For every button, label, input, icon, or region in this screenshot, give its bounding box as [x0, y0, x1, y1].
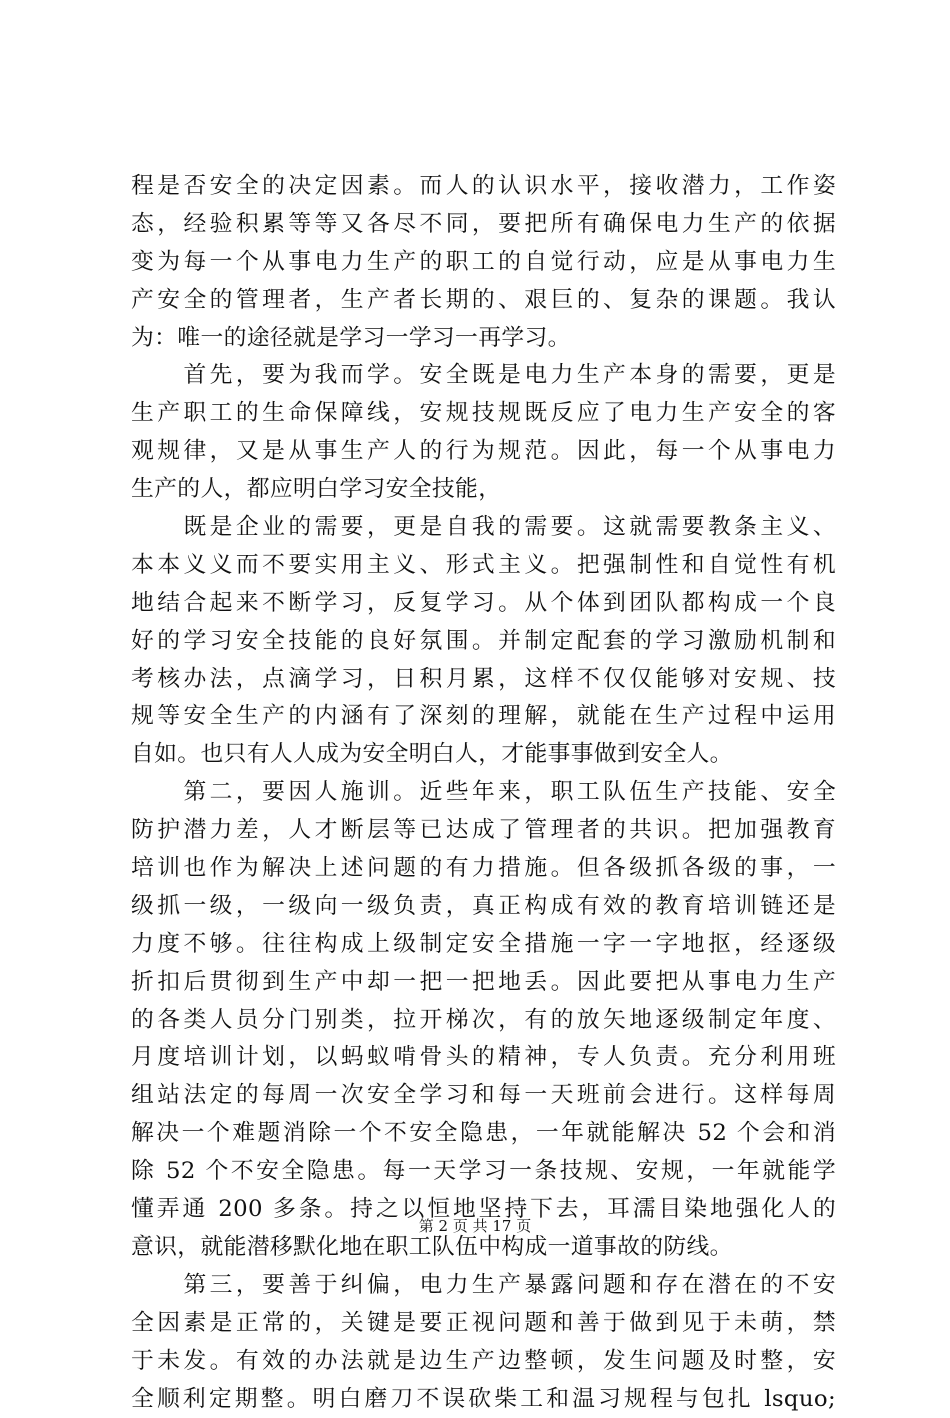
text-line: 第二，要因人施训。近些年来，职工队伍生产技能、安全 — [131, 774, 836, 812]
text-line: 既是企业的需要，更是自我的需要。这就需要教条主义、 — [131, 509, 836, 547]
text-line: 级抓一级，一级向一级负责，真正构成有效的教育培训链还是 — [131, 888, 836, 926]
text-line: 规等安全生产的内涵有了深刻的理解，就能在生产过程中运用 — [131, 698, 836, 736]
text-line: 考核办法，点滴学习，日积月累，这样不仅仅能够对安规、技 — [131, 661, 836, 699]
text-line: 程是否安全的决定因素。而人的认识水平，接收潜力，工作姿 — [131, 168, 836, 206]
text-line: 折扣后贯彻到生产中却一把一把地丢。因此要把从事电力生产 — [131, 964, 836, 1002]
text-line: 为：唯一的途径就是学习一学习一再学习。 — [131, 320, 836, 358]
text-line: 产安全的管理者，生产者长期的、艰巨的、复杂的课题。我认 — [131, 282, 836, 320]
text-line: 防护潜力差，人才断层等已达成了管理者的共识。把加强教育 — [131, 812, 836, 850]
text-line: 全顺利定期整。明白磨刀不误砍柴工和温习规程与包扎 lsquo; — [131, 1381, 836, 1418]
text-line: 除 52 个不安全隐患。每一天学习一条技规、安规，一年就能学 — [131, 1153, 836, 1191]
text-line: 本本义义而不要实用主义、形式主义。把强制性和自觉性有机 — [131, 547, 836, 585]
text-line: 好的学习安全技能的良好氛围。并制定配套的学习激励机制和 — [131, 623, 836, 661]
text-line: 自如。也只有人人成为安全明白人，才能事事做到安全人。 — [131, 736, 836, 774]
text-line: 态，经验积累等等又各尽不同，要把所有确保电力生产的依据 — [131, 206, 836, 244]
text-line: 生产的人，都应明白学习安全技能， — [131, 471, 836, 509]
page-footer: 第 2 页 共 17 页 — [0, 1216, 950, 1236]
text-line: 观规律，又是从事生产人的行为规范。因此，每一个从事电力 — [131, 433, 836, 471]
text-line: 意识，就能潜移默化地在职工队伍中构成一道事故的防线。 — [131, 1229, 836, 1267]
text-line: 生产职工的生命保障线，安规技规既反应了电力生产安全的客 — [131, 395, 836, 433]
text-line: 解决一个难题消除一个不安全隐患，一年就能解决 52 个会和消 — [131, 1115, 836, 1153]
text-line: 地结合起来不断学习，反复学习。从个体到团队都构成一个良 — [131, 585, 836, 623]
text-line: 力度不够。往往构成上级制定安全措施一字一字地抠，经逐级 — [131, 926, 836, 964]
text-line: 首先，要为我而学。安全既是电力生产本身的需要，更是 — [131, 357, 836, 395]
text-line: 全因素是正常的，关键是要正视问题和善于做到见于未萌，禁 — [131, 1305, 836, 1343]
text-line: 培训也作为解决上述问题的有力措施。但各级抓各级的事，一 — [131, 850, 836, 888]
text-line: 于未发。有效的办法就是边生产边整顿，发生问题及时整，安 — [131, 1343, 836, 1381]
text-line: 变为每一个从事电力生产的职工的自觉行动，应是从事电力生 — [131, 244, 836, 282]
text-line: 组站法定的每周一次安全学习和每一天班前会进行。这样每周 — [131, 1077, 836, 1115]
text-line: 月度培训计划，以蚂蚁啃骨头的精神，专人负责。充分利用班 — [131, 1039, 836, 1077]
text-line: 的各类人员分门别类，拉开梯次，有的放矢地逐级制定年度、 — [131, 1002, 836, 1040]
text-line: 懂弄通 200 多条。持之以恒地坚持下去，耳濡目染地强化人的 — [131, 1191, 836, 1229]
text-line: 第三，要善于纠偏，电力生产暴露问题和存在潜在的不安 — [131, 1267, 836, 1305]
